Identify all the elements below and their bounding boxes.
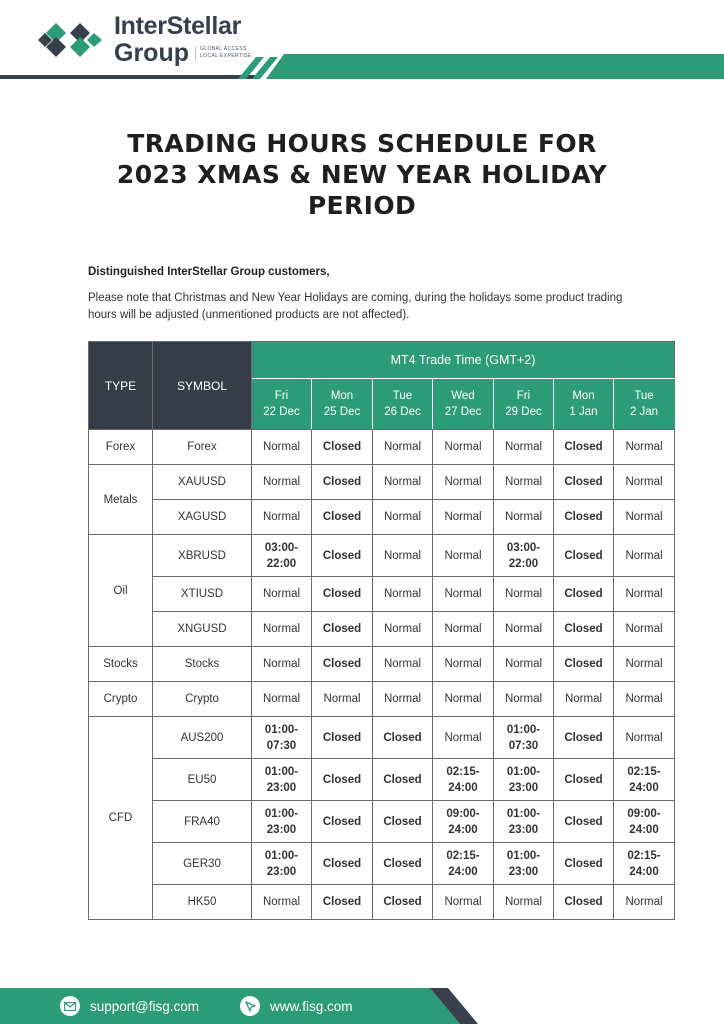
hours-cell: Normal [433, 465, 494, 500]
footer-email-text: support@fisg.com [90, 998, 199, 1014]
symbol-cell: GER30 [153, 843, 252, 885]
day-header [312, 379, 373, 430]
hours-cell: Closed [312, 430, 373, 465]
hours-cell: Normal [614, 500, 675, 535]
symbol-cell: XAGUSD [153, 500, 252, 535]
hours-cell: Closed [312, 535, 373, 577]
hours-cell: Closed [554, 612, 614, 647]
table-row [89, 430, 675, 465]
table-row [89, 801, 675, 843]
hours-line: 02:15- [446, 849, 480, 862]
hours-cell: Normal [433, 885, 494, 920]
table-row [89, 843, 675, 885]
hours-cell: Normal [614, 430, 675, 465]
footer-email[interactable] [60, 996, 199, 1016]
hours-cell: Closed [373, 885, 433, 920]
day-name: Mon [330, 390, 354, 402]
footer-website[interactable] [240, 996, 353, 1016]
hours-cell: Closed [554, 759, 614, 801]
hours-cell: Normal [373, 465, 433, 500]
hours-line: 01:00- [264, 723, 299, 736]
hours-cell: Closed [312, 647, 373, 682]
trading-hours-table [88, 341, 675, 920]
table-row [89, 500, 675, 535]
hours-line: 24:00 [629, 823, 659, 836]
hours-cell: Normal [373, 647, 433, 682]
hours-cell: Normal [494, 465, 554, 500]
hours-cell: Normal [373, 577, 433, 612]
hours-cell: Normal [252, 885, 312, 920]
hours-line: 02:15- [627, 765, 661, 778]
hours-cell: Normal [554, 682, 614, 717]
hours-cell: Closed [312, 843, 373, 885]
hours-cell [494, 801, 554, 843]
table-row [89, 465, 675, 500]
hours-line: 01:00- [506, 723, 541, 736]
hours-cell: Closed [312, 577, 373, 612]
hours-cell: Closed [554, 430, 614, 465]
hours-line: 07:30 [266, 739, 297, 752]
hours-cell: Normal [373, 500, 433, 535]
hours-line: 02:15- [627, 849, 661, 862]
symbol-cell: EU50 [153, 759, 252, 801]
hours-cell: Normal [614, 885, 675, 920]
hours-cell: Closed [312, 500, 373, 535]
type-header: TYPE [89, 342, 153, 430]
hours-cell: Normal [433, 577, 494, 612]
hours-cell: Normal [614, 577, 675, 612]
hours-cell: Normal [433, 430, 494, 465]
type-cell: Forex [89, 430, 153, 465]
symbol-cell: AUS200 [153, 717, 252, 759]
hours-line: 01:00- [506, 849, 541, 862]
hours-cell [252, 717, 312, 759]
hours-cell: Normal [312, 682, 373, 717]
table-row [89, 577, 675, 612]
page-footer [0, 988, 724, 1024]
hours-line: 22:00 [508, 557, 539, 570]
greeting: Distinguished InterStellar Group customers, [88, 266, 330, 278]
brand-group: Group [114, 39, 189, 67]
symbol-header: SYMBOL [153, 342, 252, 430]
hours-cell: Normal [433, 535, 494, 577]
symbol-cell: Stocks [153, 647, 252, 682]
hours-cell [494, 843, 554, 885]
hours-cell: Closed [554, 577, 614, 612]
hours-line: 23:00 [508, 823, 539, 836]
type-cell: Stocks [89, 647, 153, 682]
day-date: 26 Dec [384, 406, 421, 418]
type-cell: Crypto [89, 682, 153, 717]
cursor-icon [240, 996, 260, 1016]
brand-tagline-2: LOCAL EXPERTISE [200, 53, 252, 59]
day-name: Fri [274, 390, 289, 402]
hours-line: 09:00- [627, 807, 661, 820]
hours-cell: Normal [614, 647, 675, 682]
hours-cell: Closed [373, 717, 433, 759]
day-header [252, 379, 312, 430]
hours-cell: Normal [252, 577, 312, 612]
hours-line: 03:00- [506, 541, 541, 554]
symbol-cell: XBRUSD [153, 535, 252, 577]
title-line-2: 2023 XMAS & NEW YEAR HOLIDAY [116, 160, 608, 189]
hours-cell: Normal [252, 682, 312, 717]
page-header [0, 0, 724, 82]
type-cell: Oil [89, 535, 153, 647]
title-line-3: PERIOD [307, 191, 417, 220]
table-row [89, 717, 675, 759]
hours-line: 23:00 [266, 781, 297, 794]
hours-line: 23:00 [266, 823, 297, 836]
hours-line: 02:15- [446, 765, 480, 778]
hours-line: 23:00 [508, 865, 539, 878]
table-row [89, 682, 675, 717]
day-date: 22 Dec [263, 406, 300, 418]
table-row [89, 612, 675, 647]
hours-cell: Normal [614, 612, 675, 647]
type-cell: Metals [89, 465, 153, 535]
hours-cell: Normal [252, 465, 312, 500]
mail-icon [60, 996, 80, 1016]
day-name: Tue [634, 390, 654, 402]
table-header [89, 342, 675, 430]
day-name: Fri [516, 390, 531, 402]
hours-cell: Normal [494, 500, 554, 535]
hours-cell: Closed [312, 801, 373, 843]
hours-cell [614, 759, 675, 801]
hours-cell: Normal [252, 647, 312, 682]
hours-cell: Closed [554, 801, 614, 843]
table-row [89, 885, 675, 920]
hours-cell: Closed [373, 843, 433, 885]
hours-line: 01:00- [506, 807, 541, 820]
type-cell: CFD [89, 717, 153, 920]
hours-line: 07:30 [508, 739, 539, 752]
hours-cell: Closed [312, 759, 373, 801]
hours-cell: Closed [312, 465, 373, 500]
hours-cell: Normal [614, 465, 675, 500]
hours-line: 03:00- [264, 541, 299, 554]
hours-cell: Normal [494, 577, 554, 612]
title-line-1: TRADING HOURS SCHEDULE FOR [127, 129, 597, 158]
hours-cell: Closed [312, 717, 373, 759]
hours-cell: Normal [433, 612, 494, 647]
hours-cell [433, 801, 494, 843]
hours-cell: Closed [554, 500, 614, 535]
hours-cell: Closed [312, 885, 373, 920]
hours-cell: Normal [433, 682, 494, 717]
hours-line: 24:00 [448, 865, 478, 878]
hours-cell [494, 535, 554, 577]
hours-line: 24:00 [448, 823, 478, 836]
footer-website-text: www.fisg.com [270, 998, 353, 1014]
day-header [433, 379, 494, 430]
hours-line: 24:00 [629, 865, 659, 878]
brand-tagline-1: GLOBAL ACCESS [200, 46, 247, 52]
hours-cell [494, 759, 554, 801]
hours-cell: Normal [494, 682, 554, 717]
hours-line: 23:00 [508, 781, 539, 794]
symbol-cell: HK50 [153, 885, 252, 920]
hours-cell [614, 843, 675, 885]
symbol-cell: Crypto [153, 682, 252, 717]
hours-line: 24:00 [448, 781, 478, 794]
hours-cell [252, 759, 312, 801]
hours-line: 22:00 [266, 557, 297, 570]
page-title [60, 128, 664, 221]
hours-line: 01:00- [264, 807, 299, 820]
day-date: 29 Dec [505, 406, 542, 418]
hours-cell: Closed [554, 647, 614, 682]
hours-cell [252, 535, 312, 577]
hours-cell: Normal [614, 717, 675, 759]
hours-cell: Normal [494, 612, 554, 647]
day-name: Wed [451, 390, 475, 402]
symbol-cell: XTIUSD [153, 577, 252, 612]
symbol-cell: XAUUSD [153, 465, 252, 500]
table-body [89, 430, 675, 920]
day-header [373, 379, 433, 430]
table-row [89, 647, 675, 682]
hours-cell: Normal [252, 430, 312, 465]
symbol-cell: FRA40 [153, 801, 252, 843]
hours-cell: Normal [494, 430, 554, 465]
hours-cell: Normal [614, 535, 675, 577]
intro-text: Please note that Christmas and New Year Holidays are coming, during the holidays some product trading hours will be adjusted (unmentioned products are not affected). [88, 292, 623, 321]
day-date: 1 Jan [569, 406, 598, 418]
hours-cell: Closed [554, 885, 614, 920]
hours-cell: Normal [252, 500, 312, 535]
hours-cell: Closed [312, 612, 373, 647]
hours-cell [433, 759, 494, 801]
day-date: 2 Jan [629, 406, 659, 418]
hours-cell: Normal [373, 612, 433, 647]
hours-cell: Closed [373, 759, 433, 801]
hours-cell: Closed [554, 843, 614, 885]
hours-cell: Normal [494, 647, 554, 682]
hours-cell [252, 843, 312, 885]
hours-cell: Closed [554, 535, 614, 577]
day-name: Tue [392, 390, 413, 402]
hours-cell [614, 801, 675, 843]
day-name: Mon [572, 390, 595, 402]
day-date: 27 Dec [444, 406, 482, 418]
hours-cell: Normal [433, 717, 494, 759]
hours-cell: Normal [494, 885, 554, 920]
hours-cell: Normal [433, 647, 494, 682]
day-header [494, 379, 554, 430]
hours-cell: Normal [373, 430, 433, 465]
hours-cell [494, 717, 554, 759]
hours-cell: Closed [373, 801, 433, 843]
hours-cell: Closed [554, 465, 614, 500]
hours-cell: Normal [373, 535, 433, 577]
hours-line: 24:00 [629, 781, 659, 794]
brand-name: InterStellar [114, 12, 242, 40]
hours-cell: Normal [433, 500, 494, 535]
day-date: 25 Dec [323, 406, 361, 418]
hours-line: 09:00- [446, 807, 480, 820]
symbol-cell: XNGUSD [153, 612, 252, 647]
hours-line: 01:00- [264, 849, 299, 862]
hours-line: 23:00 [266, 865, 297, 878]
hours-cell [433, 843, 494, 885]
table-row [89, 535, 675, 577]
hours-cell [252, 801, 312, 843]
table-row [89, 759, 675, 801]
header-accent-band [0, 50, 724, 82]
trade-time-header: MT4 Trade Time (GMT+2) [252, 342, 675, 379]
hours-line: 01:00- [506, 765, 541, 778]
hours-cell: Normal [614, 682, 675, 717]
symbol-cell: Forex [153, 430, 252, 465]
hours-cell: Closed [554, 717, 614, 759]
hours-cell: Normal [373, 682, 433, 717]
hours-cell: Normal [252, 612, 312, 647]
hours-line: 01:00- [264, 765, 299, 778]
day-header [614, 379, 675, 430]
day-header [554, 379, 614, 430]
